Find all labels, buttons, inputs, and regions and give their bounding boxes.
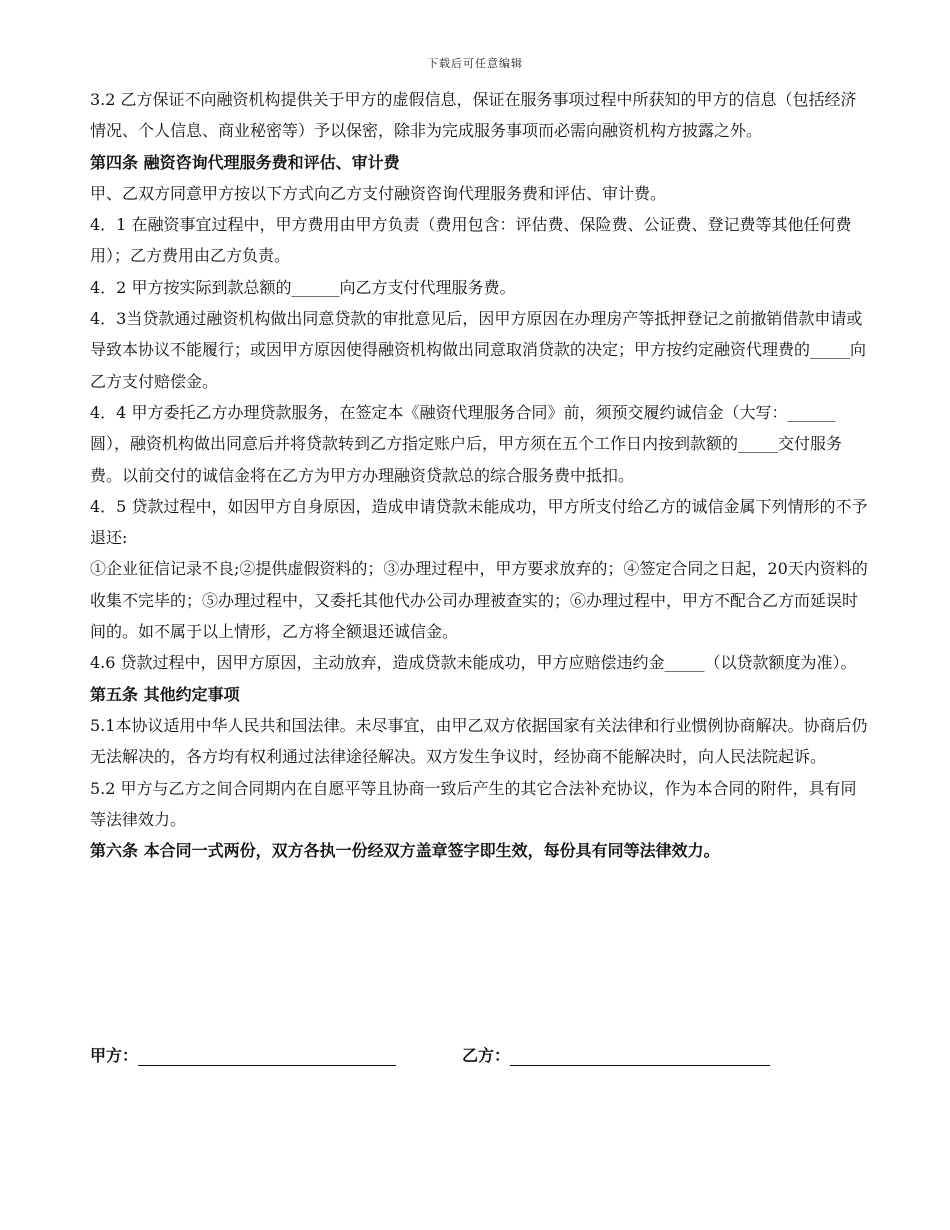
clause-4-5: 4．5 贷款过程中，如因甲方自身原因，造成申请贷款未能成功，甲方所支付给乙方的诚信金属下列情形的不予退还: <box>90 496 868 548</box>
signature-block <box>90 1043 870 1073</box>
clause-4-1: 4．1 在融资事宜过程中，甲方费用由甲方负责（费用包含：评估费、保险费、公证费、登记费等其他任何费用）；乙方费用由乙方负责。 <box>90 215 852 266</box>
party-a-signature-line[interactable] <box>138 1045 396 1066</box>
page-header: 下载后可任意编辑 <box>427 57 523 70</box>
party-b-signature <box>462 1043 770 1066</box>
clause-4-4: 4．4 甲方委托乙方办理贷款服务，在签定本《融资代理服务合同》前，须预交履约诚信金（大写：______圆），融资机构做出同意后并将贷款转到乙方指定账户后，甲方须在五个工作日内按到款额的_____交付服务费。以前交付的诚信金将在乙方为甲方办理融资贷款总的综合服务费中抵扣。 <box>90 402 843 485</box>
article-6-heading: 第六条 本合同一式两份，双方各执一份经双方盖章签字即生效，每份具有同等法律效力。 <box>90 841 720 861</box>
contract-body <box>90 84 870 866</box>
article-4-intro: 甲、乙双方同意甲方按以下方式向乙方支付融资咨询代理服务费和评估、审计费。 <box>90 183 667 203</box>
clause-5-1: 5.1本协议适用中华人民共和国法律。未尽事宜，由甲乙双方依据国家有关法律和行业惯例协商解决。协商后仍无法解决的，各方均有权利通过法律途径解决。双方发生争议时，经协商不能解决时，向人民法院起诉。 <box>90 715 868 767</box>
clause-4-6: 4.6 贷款过程中，因甲方原因，主动放弃，造成贷款未能成功，甲方应赔偿违约金_____（以贷款额度为准）。 <box>90 653 857 673</box>
clause-5-2: 5.2 甲方与乙方之间合同期内在自愿平等且协商一致后产生的其它合法补充协议，作为本合同的附件，具有同等法律效力。 <box>90 778 857 829</box>
clause-4-5-conditions: ①企业征信记录不良;②提供虚假资料的；③办理过程中，甲方要求放弃的；④签定合同之日起，20天内资料的收集不完毕的；⑤办理过程中，又委托其他代办公司办理被查实的；⑥办理过程中，甲方不配合乙方而延误时间的。如不属于以上情形，乙方将全额退还诚信金。 <box>90 559 868 642</box>
party-b-label: 乙方： <box>462 1046 511 1065</box>
party-a-signature <box>90 1043 396 1066</box>
article-5-heading: 第五条 其他约定事项 <box>90 684 240 704</box>
clause-4-2: 4．2 甲方按实际到款总额的______向乙方支付代理服务费。 <box>90 277 516 297</box>
party-b-signature-line[interactable] <box>510 1045 770 1066</box>
clause-3-2: 3.2 乙方保证不向融资机构提供关于甲方的虚假信息，保证在服务事项过程中所获知的甲方的信息（包括经济情况、个人信息、商业秘密等）予以保密，除非为完成服务事项而必需向融资机构方披露之外。 <box>90 90 857 141</box>
party-a-label: 甲方： <box>90 1046 139 1065</box>
article-4-heading: 第四条 融资咨询代理服务费和评估、审计费 <box>90 152 400 172</box>
clause-4-3: 4．3当贷款通过融资机构做出同意贷款的审批意见后，因甲方原因在办理房产等抵押登记之前撤销借款申请或导致本协议不能履行；或因甲方原因使得融资机构做出同意取消贷款的决定；甲方按约定融资代理费的_____向乙方支付赔偿金。 <box>90 309 867 391</box>
